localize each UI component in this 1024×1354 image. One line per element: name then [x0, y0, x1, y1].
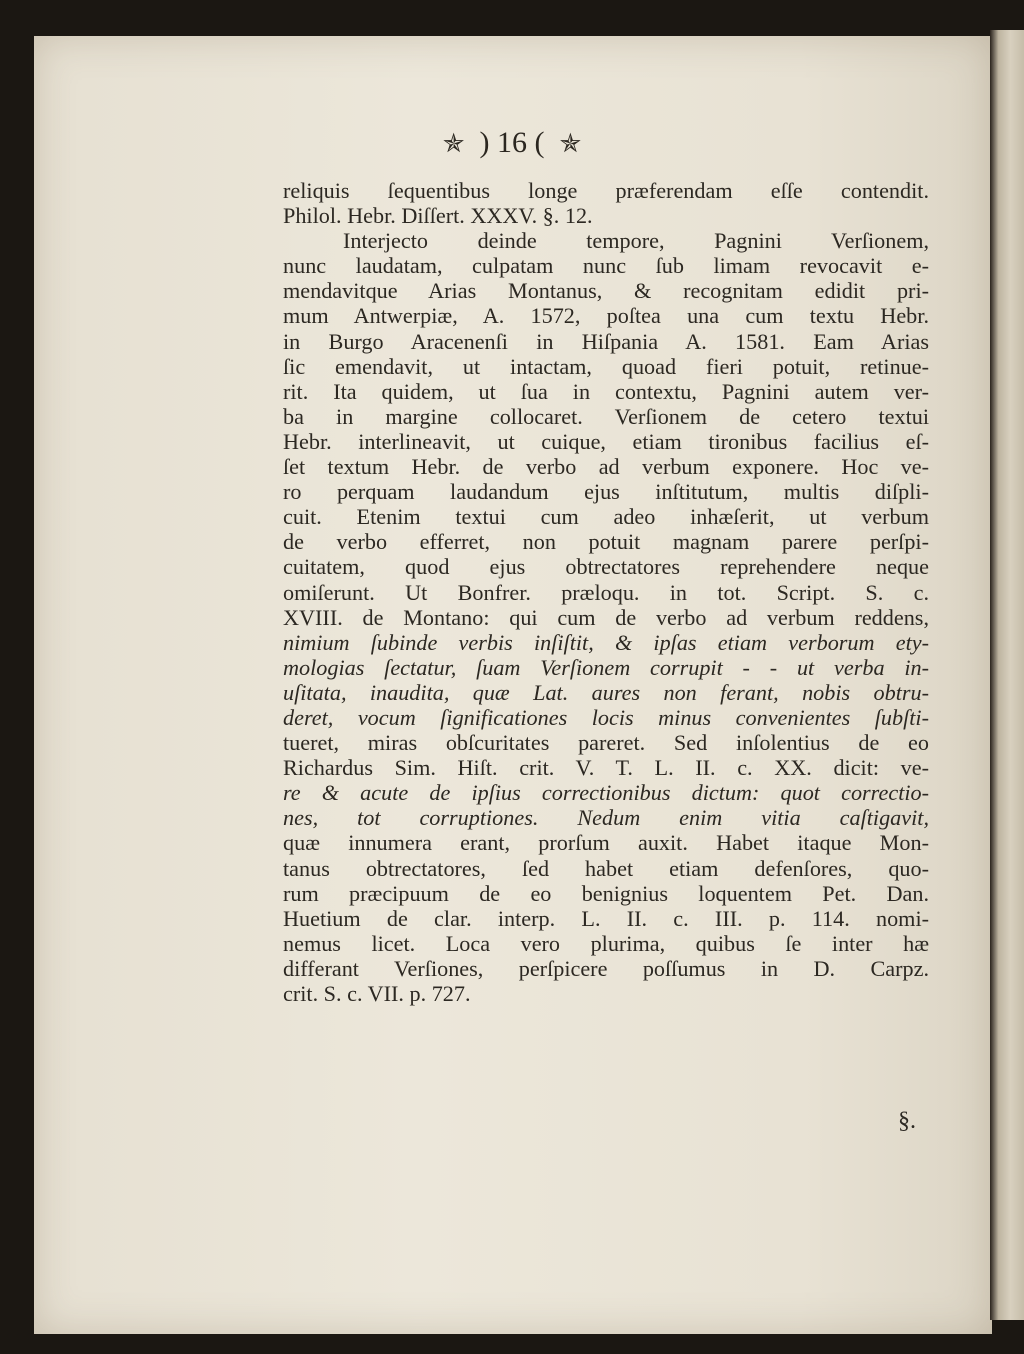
text-line: Hebr. interlineavit, ut cuique, etiam tironibus facilius eſ-	[283, 428, 929, 454]
text-line: cuitatem, quod ejus obtrectatores reprehendere neque	[283, 554, 929, 580]
next-page-edge	[990, 30, 1024, 1320]
text-line: rum præcipuum de eo benignius loquentem Pet. Dan.	[283, 880, 929, 906]
text-line: rit. Ita quidem, ut ſua in contextu, Pagnini autem ver-	[283, 378, 929, 404]
text-line: nes, tot corruptiones. Nedum enim vitia caſtigavit,	[283, 805, 929, 831]
text-line: ſet textum Hebr. de verbo ad verbum exponere. Hoc ve-	[283, 454, 929, 480]
text-line: nemus licet. Loca vero plurima, quibus ſe inter hæ	[283, 930, 929, 956]
page-number: ) 16 (	[479, 126, 545, 159]
right-ornament-icon: ✯	[559, 129, 582, 158]
text-line: omiſerunt. Ut Bonfrer. præloqu. in tot. Script. S. c.	[283, 579, 929, 605]
text-line: differant Verſiones, perſpicere poſſumus in D. Carpz.	[283, 955, 929, 981]
text-line: cuit. Etenim textui cum adeo inhæſerit, ut verbum	[283, 504, 929, 530]
text-line: de verbo efferret, non potuit magnam parere perſpi-	[283, 529, 929, 555]
text-line: ro perquam laudandum ejus inſtitutum, multis diſpli-	[283, 479, 929, 505]
body-text	[283, 178, 929, 1006]
text-line: deret, vocum ſignificationes locis minus convenientes ſubſti-	[283, 704, 929, 730]
text-line: mologias ſectatur, ſuam Verſionem corrupit - - ut verba in-	[283, 654, 929, 680]
text-line: tueret, miras obſcuritates pareret. Sed inſolentius de eo	[283, 730, 929, 756]
running-header	[0, 126, 1024, 160]
text-line: crit. S. c. VII. p. 727.	[283, 981, 471, 1006]
text-line: quæ innumera erant, prorſum auxit. Habet itaque Mon-	[283, 830, 929, 856]
text-line: XVIII. de Montano: qui cum de verbo ad verbum reddens,	[283, 604, 929, 630]
text-line: Philol. Hebr. Diſſert. XXXV. §. 12.	[283, 203, 593, 229]
text-line: tanus obtrectatores, ſed habet etiam defenſores, quo-	[283, 855, 929, 881]
text-line: ba in margine collocaret. Verſionem de cetero textui	[283, 403, 929, 429]
text-line: re & acute de ipſius correctionibus dictum: quot correctio-	[283, 780, 929, 806]
text-line: Interjecto deinde tempore, Pagnini Verſionem,	[343, 228, 929, 254]
text-line: uſitata, inaudita, quæ Lat. aures non ferant, nobis obtru-	[283, 679, 929, 705]
text-line: in Burgo Aracenenſi in Hiſpania A. 1581. Eam Arias	[283, 328, 929, 354]
text-line: reliquis ſequentibus longe præferendam eſſe contendit.	[283, 178, 929, 203]
text-line: nunc laudatam, culpatam nunc ſub limam revocavit e-	[283, 253, 929, 279]
left-ornament-icon: ✯	[442, 129, 465, 158]
text-line: ſic emendavit, ut intactam, quoad fieri potuit, retinue-	[283, 353, 929, 379]
text-line: mum Antwerpiæ, A. 1572, poſtea una cum textu Hebr.	[283, 303, 929, 329]
text-line: Huetium de clar. interp. L. II. c. III. p. 114. nomi-	[283, 905, 929, 931]
catchword: §.	[898, 1108, 916, 1134]
text-line: Richardus Sim. Hiſt. crit. V. T. L. II. c. XX. dicit: ve-	[283, 755, 929, 781]
text-line: nimium ſubinde verbis inſiſtit, & ipſas etiam verborum ety-	[283, 629, 929, 655]
text-line: mendavitque Arias Montanus, & recognitam edidit pri-	[283, 278, 929, 304]
